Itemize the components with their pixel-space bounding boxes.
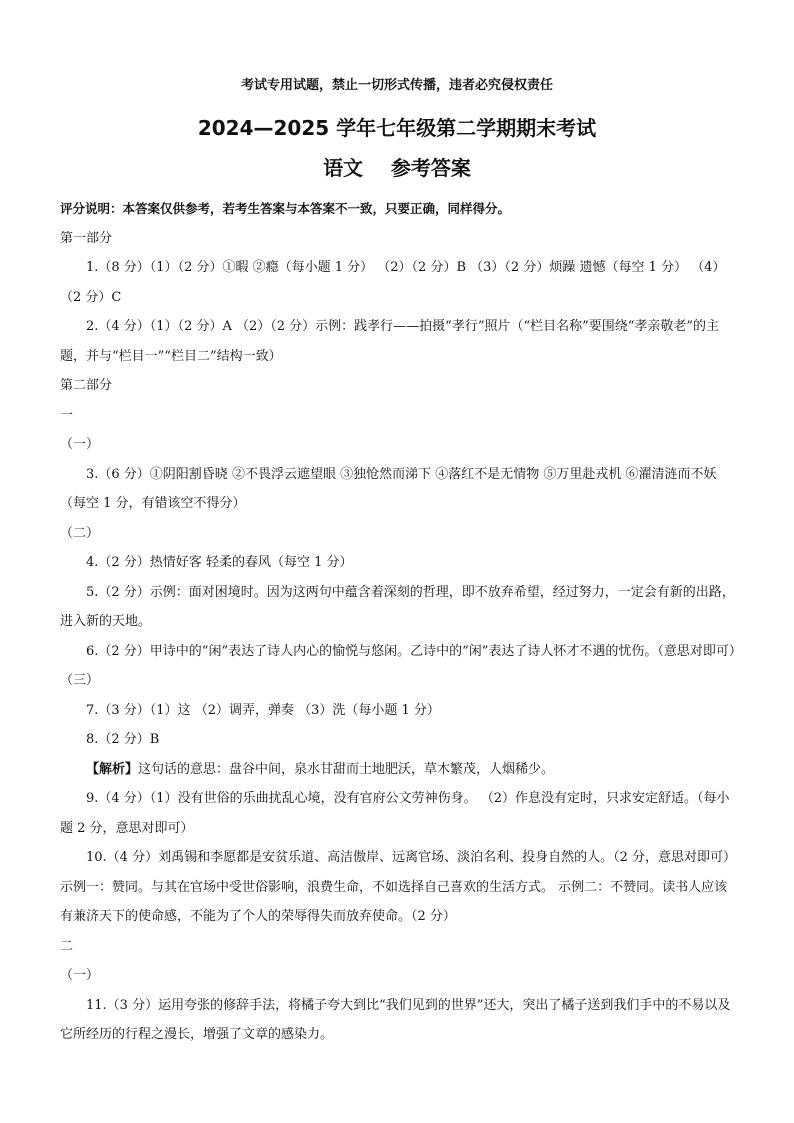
exam-title: 2024—2025 学年七年级第二学期期末考试 — [197, 116, 597, 140]
answer-q8-analysis — [60, 755, 736, 785]
answer-q11: 11.（3 分）运用夸张的修辞手法，将橘子夸大到比“我们见到的世界”还大，突出了橘子送到我们手中的不易以及它所经历的行程之漫长，增强了文章的感染力。 — [60, 997, 731, 1042]
section-one-heading: 一 — [60, 407, 74, 423]
answer-q8: 8.（2 分）B — [86, 732, 160, 747]
scoring-note: 评分说明：本答案仅供参考，若考生答案与本答案不一致，只要正确，同样得分。 — [60, 201, 511, 216]
answer-q1: 1.（8 分）（1）（2 分）①暇 ②瘾（每小题 1 分） （2）（2 分）B （3）（2 分）烦躁 遗憾（每空 1 分） （4）（2 分）C — [60, 260, 726, 305]
answer-q5: 5.（2 分）示例：面对困境时。因为这两句中蕴含着深刻的哲理，即不放弃希望，经过努力，一定会有新的出路，进入新的天地。 — [60, 584, 735, 629]
exam-subtitle: 语文 参考答案 — [323, 156, 471, 180]
subsection-1-heading: （一） — [60, 437, 100, 452]
answer-q3: 3.（6 分）①阴阳割昏晓 ②不畏浮云遮望眼 ③独怆然而涕下 ④落红不是无情物 ⑤万里赴戎机 ⑥濯清涟而不妖（每空 1 分，有错该空不得分） — [60, 466, 717, 511]
answer-content — [60, 194, 742, 1050]
section-two-heading: 二 — [60, 938, 74, 954]
answer-q2: 2.（4 分）（1）（2 分）A （2）（2 分）示例：践孝行——拍摄“孝行”照片（“栏目名称”要围绕“孝亲敬老”的主题，并与“栏目一”“栏目二”结构一致） — [60, 319, 720, 364]
answer-q4: 4.（2 分）热情好客 轻柔的春风（每空 1 分） — [86, 555, 353, 570]
analysis-text: 这句话的意思：盘谷中间，泉水甘甜而土地肥沃，草木繁茂，人烟稀少。 — [138, 761, 555, 777]
answer-q10: 10.（4 分）刘禹锡和李愿都是安贫乐道、高洁傲岸、远离官场、淡泊名利、投身自然的人。（2 分，意思对即可） 示例一：赞同。与其在官场中受世俗影响，浪费生命，不如选择自己喜欢的生活方式。 示例二：不赞同。读书人应该有兼济天下的使命感，不能为了个人的荣辱得失而放弃使命。（2 分） — [60, 850, 736, 924]
answer-q6: 6.（2 分）甲诗中的“闲”表达了诗人内心的愉悦与悠闲。乙诗中的“闲”表达了诗人怀才不遇的忧伤。（意思对即可） — [86, 643, 742, 659]
answer-q9: 9.（4 分）（1）没有世俗的乐曲扰乱心境，没有官府公文劳神伤身。 （2）作息没有定时，只求安定舒适。（每小题 2 分，意思对即可） — [60, 791, 730, 836]
subsection-3-heading: （三） — [60, 673, 100, 688]
subsection-2-heading: （二） — [60, 525, 100, 541]
analysis-tag: 【解析】 — [86, 761, 139, 777]
answer-q7: 7.（3 分）（1）这 （2）调弄，弹奏 （3）洗（每小题 1 分） — [86, 702, 440, 718]
part2-heading: 第二部分 — [60, 378, 113, 393]
part1-heading: 第一部分 — [60, 230, 113, 246]
copyright-notice: 考试专用试题，禁止一切形式传播，违者必究侵权责任 — [240, 78, 553, 93]
subsection-4-heading: （一） — [60, 968, 100, 983]
